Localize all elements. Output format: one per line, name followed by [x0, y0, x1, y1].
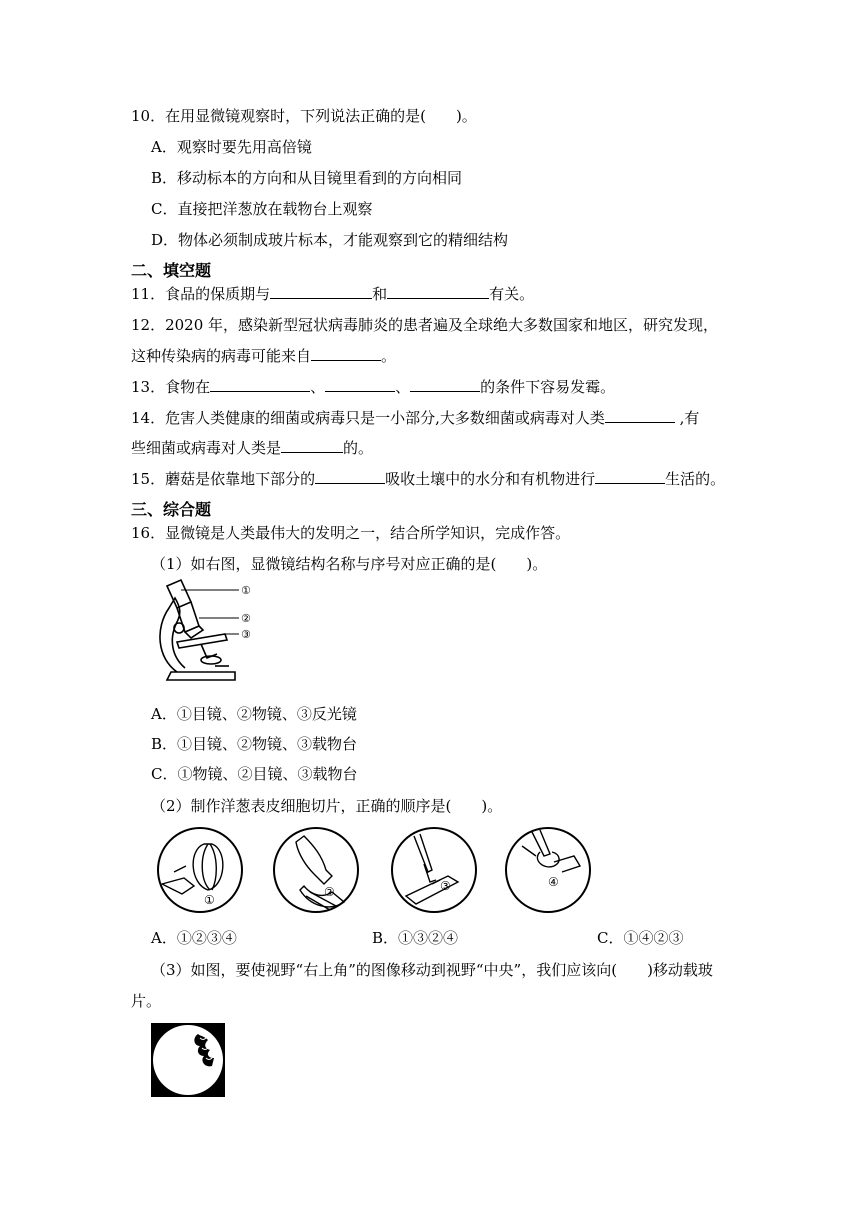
q16-sub2-option-b: B．①③②④ — [372, 929, 459, 947]
microscope-label-1: ① — [241, 584, 251, 597]
q16-stem: 16．显微镜是人类最伟大的发明之一，结合所学知识，完成作答。 — [131, 524, 571, 542]
microscope-figure — [155, 578, 270, 690]
step-4-label: ④ — [548, 875, 559, 889]
q12-line-2 — [131, 346, 396, 366]
q11-text-2: 和 — [372, 285, 388, 303]
q14-text-4: 的。 — [343, 439, 374, 457]
section-fill-in-heading: 二、填空题 — [131, 261, 212, 280]
q12-end: 。 — [381, 347, 397, 365]
q15-blank-1[interactable] — [315, 469, 385, 484]
q16-sub2: （2）制作洋葱表皮细胞切片，正确的顺序是( )。 — [151, 797, 503, 815]
q11-text-3: 有关。 — [489, 285, 535, 303]
q11-text-1: 11．食品的保质期与 — [131, 285, 271, 303]
q13-blank-2[interactable] — [325, 377, 395, 392]
q15-text-3: 生活的。 — [665, 470, 726, 488]
q13-text-2: 的条件下容易发霉。 — [480, 378, 616, 396]
q13-blank-3[interactable] — [410, 377, 480, 392]
q12-line-1: 12．2020 年，感染新型冠状病毒肺炎的患者遍及全球绝大多数国家和地区，研究发现， — [131, 316, 719, 334]
q11-blank-1[interactable] — [270, 284, 372, 299]
q14-line-2 — [131, 438, 373, 458]
step-4-figure — [502, 826, 596, 920]
q14-blank-1[interactable] — [605, 408, 675, 423]
q16-sub1: （1）如右图，显微镜结构名称与序号对应正确的是( )。 — [151, 555, 548, 573]
q15-blank-2[interactable] — [595, 469, 665, 484]
q14-text-1: 14．危害人类健康的细菌或病毒只是一小部分,大多数细菌或病毒对人类 — [131, 409, 605, 427]
q16-sub3-line-2: 片。 — [131, 992, 162, 1010]
q12-text: 这种传染病的病毒可能来自 — [131, 347, 312, 365]
microscope-label-2: ② — [241, 612, 251, 625]
microscope-label-3: ③ — [241, 628, 251, 641]
q15 — [131, 469, 725, 489]
q11-blank-2[interactable] — [387, 284, 489, 299]
q16-sub2-option-c: C．①④②③ — [597, 929, 684, 947]
field-of-view-figure — [150, 1022, 226, 1098]
q16-sub1-option-c: C．①物镜、②目镜、③载物台 — [151, 765, 358, 783]
q15-text-1: 15．蘑菇是依靠地下部分的 — [131, 470, 316, 488]
q16-sub1-option-a: A．①目镜、②物镜、③反光镜 — [151, 705, 357, 723]
step-3-figure — [388, 826, 482, 920]
q14-text-3: 些细菌或病毒对人类是 — [131, 439, 282, 457]
step-1-figure — [154, 826, 248, 916]
q14-blank-2[interactable] — [281, 438, 343, 453]
q13-blank-1[interactable] — [210, 377, 310, 392]
step-3-label: ③ — [440, 879, 451, 893]
q13-sep-1: 、 — [310, 378, 326, 396]
step-2-label: ② — [324, 885, 335, 899]
q13-sep-2: 、 — [395, 378, 411, 396]
q14-text-2: ,有 — [674, 409, 700, 427]
q10-option-b: B．移动标本的方向和从目镜里看到的方向相同 — [151, 169, 463, 187]
q16-sub3-line-1: （3）如图，要使视野“右上角”的图像移动到视野“中央”，我们应该向( )移动载玻 — [151, 961, 713, 979]
q16-sub1-option-b: B．①目镜、②物镜、③载物台 — [151, 735, 358, 753]
q15-text-2: 吸收土壤中的水分和有机物进行 — [385, 470, 596, 488]
q10-option-a: A．观察时要先用高倍镜 — [151, 138, 312, 156]
section-comprehensive-heading: 三、综合题 — [131, 500, 212, 519]
q14-line-1 — [131, 408, 699, 428]
q10-stem: 10．在用显微镜观察时，下列说法正确的是( )。 — [131, 107, 477, 125]
q13 — [131, 377, 615, 397]
q11 — [131, 284, 534, 304]
q13-text-1: 13．食物在 — [131, 378, 211, 396]
q10-option-c: C．直接把洋葱放在载物台上观察 — [151, 200, 373, 218]
q10-option-d: D．物体必须制成玻片标本，才能观察到它的精细结构 — [151, 231, 509, 249]
step-1-label: ① — [204, 893, 215, 907]
q16-sub2-option-a: A．①②③④ — [151, 929, 237, 947]
step-2-figure — [270, 826, 364, 920]
q12-blank[interactable] — [311, 346, 381, 361]
